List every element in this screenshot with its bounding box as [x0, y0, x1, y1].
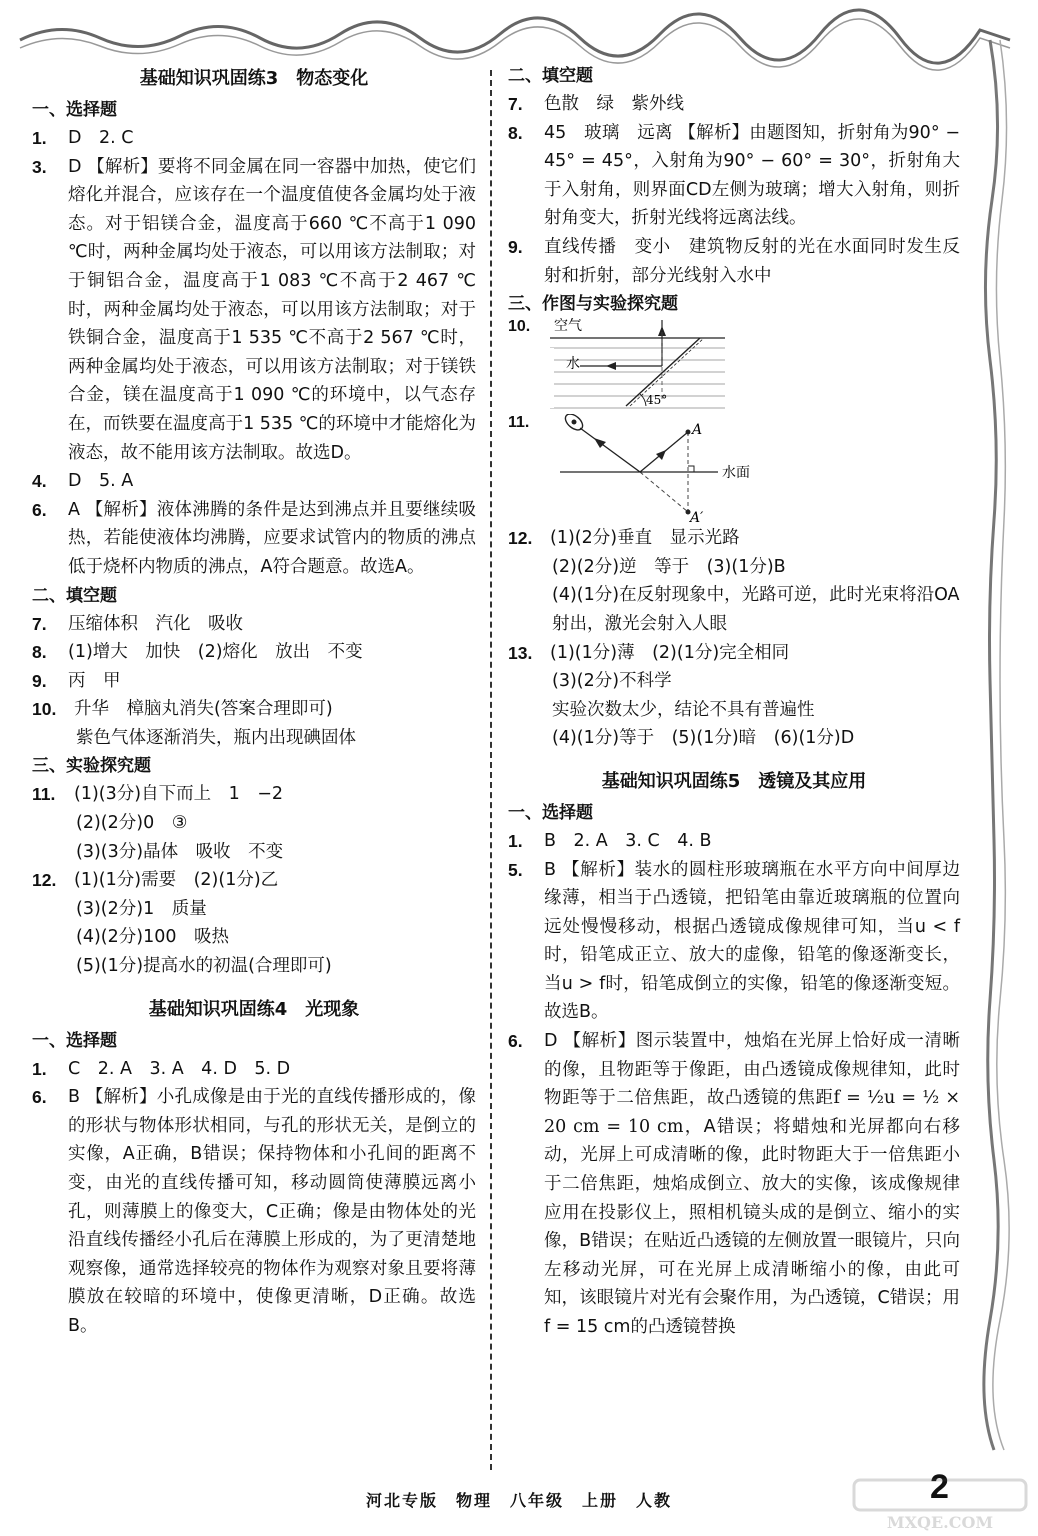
- answer-item: 6. A 【解析】液体沸腾的条件是达到沸点并且要继续吸热，若能使液体均沸腾，应要求试管内的物质的沸点低于烧杯内物质的沸点，A符合题意。故选A。: [32, 499, 476, 577]
- answer-item: 4. D 5. A: [32, 471, 134, 492]
- answer-item: 1. D 2. C: [32, 128, 134, 148]
- subsection-heading: 二、填空题: [32, 585, 117, 606]
- subsection-heading: 一、选择题: [508, 802, 593, 823]
- subsection-heading: 三、作图与实验探究题: [508, 294, 678, 315]
- answer-item: 3. D 【解析】要将不同金属在同一容器中加热，使它们熔化并混合，应该存在一个温度值使各金属均处于液态。对于铝镁合金，温度高于660 ℃不高于1 090 ℃时，两种金属均处于液态，可以用该方法制取；对于铜铝合金，温度高于1 083 ℃不高于2 467 ℃时，两种金属均处于液态，可以用该方法制取；对于铁铜合金，温度高于1 535 ℃不高于2 567 ℃时，两种金属均处于液态，可以用该方法制取；对于镁铁合金，镁在温度高于1 090 ℃的环境中，以气态存在，而铁要在温度高于1 535 ℃的环境中才能熔化为液态，故不能用该方法制取。故选D。: [32, 156, 476, 463]
- footer-text: 河北专版 物理 八年级 上册 人教: [365, 1491, 672, 1510]
- answer-continuation: 紫色气体逐渐消失，瓶内出现碘固体: [76, 727, 356, 748]
- answer-item: 6. B 【解析】小孔成像是由于光的直线传播形成的，像的形状与物体形状相同，与孔的形状无关，是倒立的实像，A正确，B错误；保持物体和小孔间的距离不变，由光的直线传播可知，移动圆筒使薄膜远离小孔，则薄膜上的像变大，C正确；像是由物体处的光沿直线传播经小孔后在薄膜上形成的，为了更清楚地观察像，通常选择较亮的物体作为观察对象且要将薄膜放在较暗的环境中，使像更清晰，D正确。故选B。: [32, 1087, 476, 1336]
- label-angle: 45°: [646, 393, 668, 408]
- watermark-text: MXQE.COM: [886, 1513, 994, 1532]
- label-air: 空气: [554, 318, 582, 335]
- answer-continuation: 实验次数太少，结论不具有普遍性: [552, 699, 815, 720]
- answer-item: 8. (1)增大 加快 (2)熔化 放出 不变: [32, 642, 363, 663]
- answer-item: 7. 压缩体积 汽化 吸收: [32, 613, 243, 634]
- formula: f = ½u = ½ × 20 cm = 10 cm: [544, 1088, 961, 1137]
- section-title: 基础知识巩固练3 物态变化: [139, 68, 369, 89]
- answer-continuation: (4)(1分)等于 (5)(1分)暗 (6)(1分)D: [552, 728, 855, 749]
- subsection-heading: 二、填空题: [508, 66, 593, 86]
- answer-item: 11. (1)(3分)自下而上 1 −2: [32, 784, 284, 805]
- answer-continuation: (5)(1分)提高水的初温(合理即可): [76, 956, 332, 977]
- answer-item: 1. B 2. A 3. C 4. B: [508, 830, 712, 851]
- answer-continuation: (4)(2分)100 吸热: [76, 927, 229, 948]
- answer-item: 12. (1)(2分)垂直 显示光路: [508, 528, 740, 549]
- page-number: 2: [930, 1468, 949, 1506]
- label-water-surface: 水面: [722, 465, 750, 482]
- left-column: [32, 62, 476, 1341]
- subsection-heading: 三、实验探究题: [32, 756, 151, 777]
- subsection-heading: 一、选择题: [32, 100, 117, 120]
- answer-continuation: (3)(2分)1 质量: [76, 898, 207, 919]
- label-a: A: [692, 422, 703, 439]
- answer-continuation: (3)(3分)晶体 吸收 不变: [76, 841, 284, 862]
- watermark-logo: [850, 1478, 1030, 1534]
- answer-item: 8. 45 玻璃 远离 【解析】由题图知，折射角为90° − 45° = 45°，入射角为90° − 60° = 30°，折射角大于入射角，则界面CD左侧为玻璃；增大入射角，则折射角变大，折射光线将远离法线。: [508, 122, 960, 229]
- answer-item: 7. 色散 绿 紫外线: [508, 94, 684, 114]
- answer-item: 10. 升华 樟脑丸消失(答案合理即可): [32, 699, 333, 720]
- answer-item: 13. (1)(1分)薄 (2)(1分)完全相同: [508, 642, 790, 663]
- answer-continuation: (2)(2分)逆 等于 (3)(1分)B: [552, 556, 786, 577]
- section-title: 基础知识巩固练5 透镜及其应用: [601, 770, 867, 792]
- answer-item: 11. A A′ 水面: [508, 414, 960, 524]
- subsection-heading: 一、选择题: [32, 1030, 117, 1051]
- answer-item: 9. 直线传播 变小 建筑物反射的光在水面同时发生反射和折射，部分光线射入水中: [508, 236, 960, 286]
- answer-continuation: (2)(2分)0 ③: [76, 813, 188, 834]
- answer-continuation: (3)(2分)不科学: [552, 671, 672, 692]
- column-divider: [490, 70, 492, 1470]
- answer-item: 9. 丙 甲: [32, 670, 121, 691]
- label-water: 水: [566, 356, 580, 373]
- refraction-diagram: [550, 318, 730, 414]
- answer-item: 5. B 【解析】装水的圆柱形玻璃瓶在水平方向中间厚边缘薄，相当于凸透镜，把铅笔由靠近玻璃瓶的位置向远处慢慢移动，根据凸透镜成像规律可知，当u < f时，铅笔成正立、放大的虚像，铅笔的像逐渐变长，当u > f时，铅笔成倒立的实像，铅笔的像逐渐变短。故选B。: [508, 859, 960, 1023]
- answer-item: 1. C 2. A 3. A 4. D 5. D: [32, 1058, 291, 1079]
- answer-item: 6. D 【解析】图示装置中，烛焰在光屏上恰好成一清晰的像，且物距等于像距，由凸透镜成像规律知，此时物距等于二倍焦距，故凸透镜的焦距f = ½u = ½ × 20 cm = 10 cm，A错误；将蜡烛和光屏都向右移动，光屏上可成清晰的像，此时物距大于一倍焦距小于二倍焦距，烛焰成倒立、放大的实像，该成像规律应用在投影仪上，照相机镜头成的是倒立、缩小的实像，B错误；在贴近凸透镜的左侧放置一眼镜片，只向左移动光屏，可在光屏上成清晰缩小的像，由此可知，该眼镜片对光有会聚作用，为凸透镜，C错误；用f = 15 cm的凸透镜替换: [508, 1031, 961, 1337]
- label-a-prime: A′: [690, 510, 704, 525]
- right-column: [508, 62, 960, 1342]
- answer-continuation: (4)(1分)在反射现象中，光路可逆，此时光束将沿OA射出，激光会射入人眼: [552, 585, 960, 634]
- reflection-diagram: [550, 414, 770, 524]
- answer-item: 10. 空气 水 45°: [508, 318, 960, 414]
- section-title: 基础知识巩固练4 光现象: [148, 998, 360, 1020]
- answer-item: 12. (1)(1分)需要 (2)(1分)乙: [32, 870, 279, 891]
